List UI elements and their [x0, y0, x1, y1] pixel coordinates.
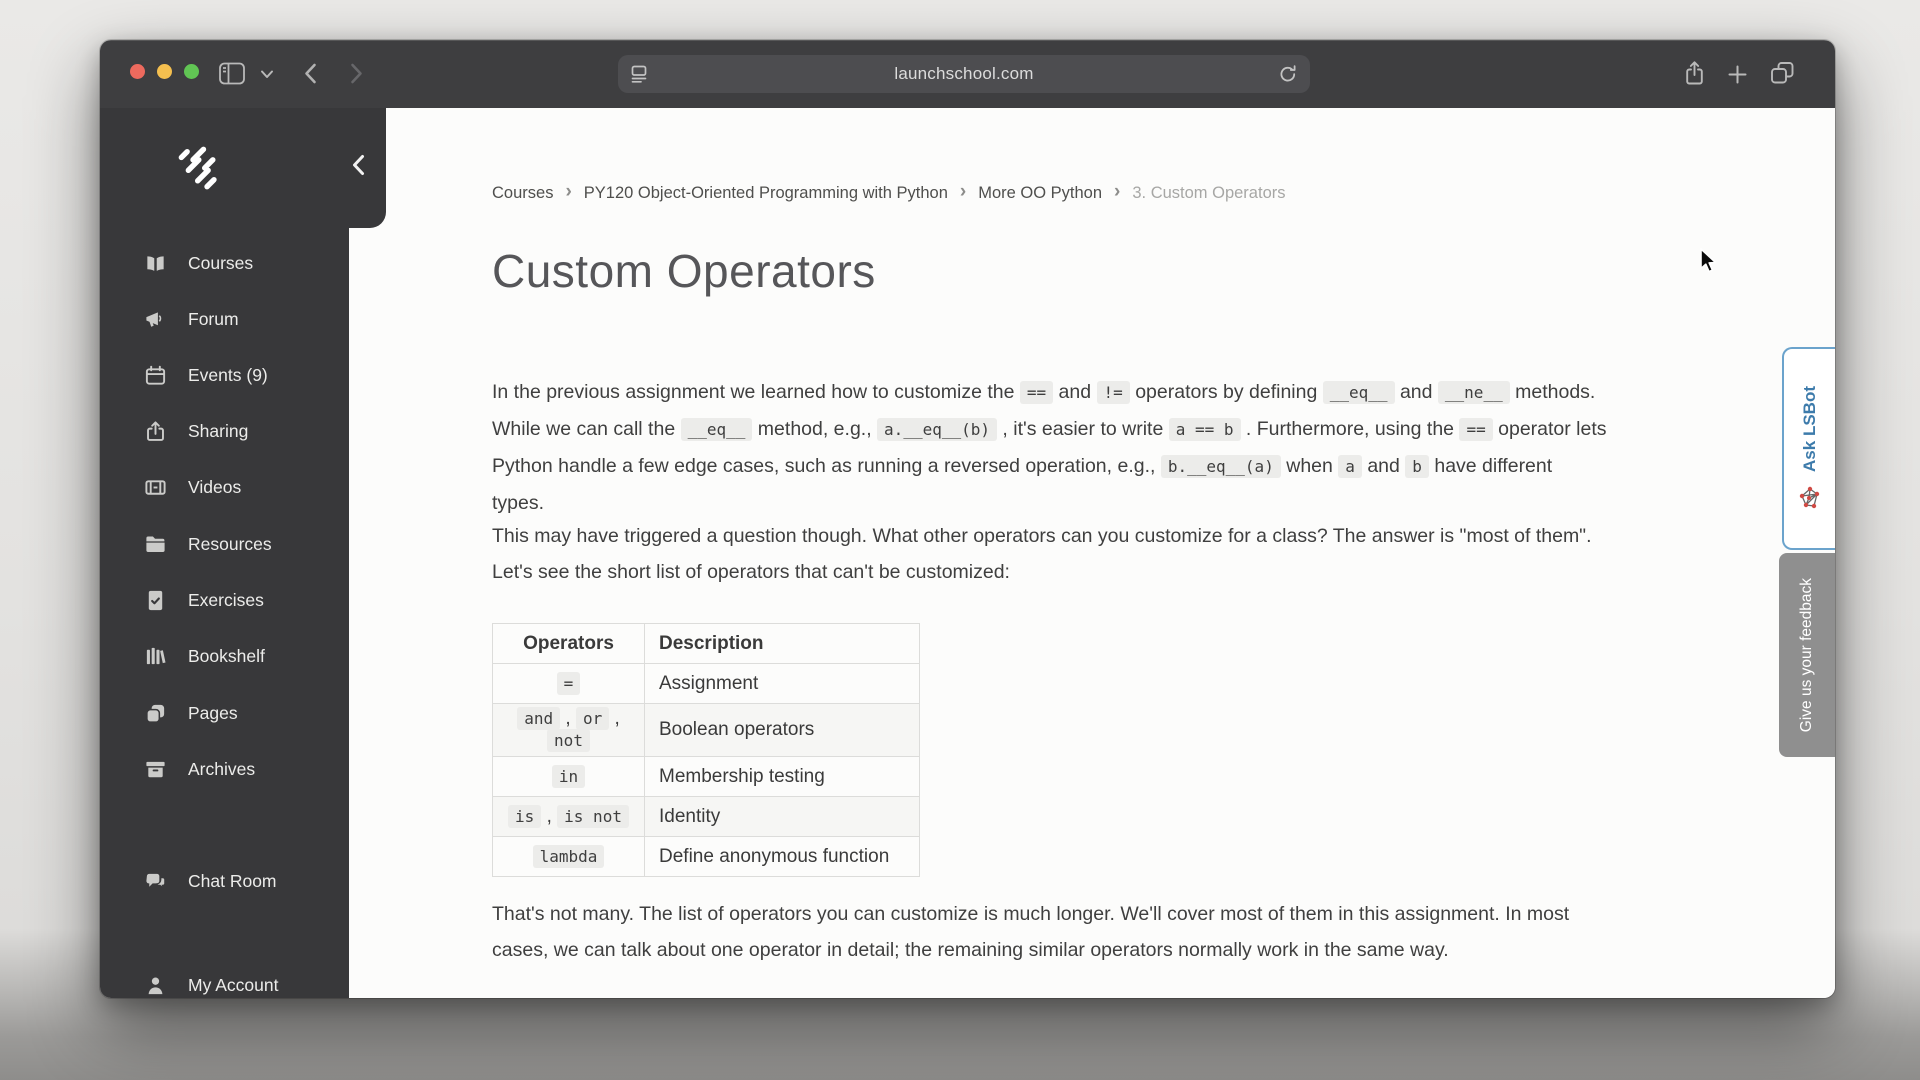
sidebar-item-label: Bookshelf	[188, 645, 265, 666]
inline-code: __ne__	[1438, 381, 1510, 404]
person-icon	[144, 974, 167, 997]
share-box-icon	[144, 420, 167, 443]
operators-cell: and , or , not	[493, 704, 645, 757]
sidebar-item-label: Events (9)	[188, 364, 268, 385]
browser-window	[100, 40, 1835, 998]
inline-code: a == b	[1169, 418, 1241, 441]
sidebar-item-label: Archives	[188, 758, 256, 779]
sidebar-item-chat-room[interactable]	[144, 867, 277, 895]
sidebar-item-label: Forum	[188, 308, 239, 329]
minimize-window-button[interactable]	[157, 64, 172, 79]
page-settings-icon[interactable]	[630, 64, 650, 84]
operators-cell: is , is not	[493, 797, 645, 837]
breadcrumb	[492, 182, 1285, 204]
chevron-right-icon: ›	[1114, 181, 1121, 202]
back-button-icon[interactable]	[304, 63, 317, 84]
inline-code: in	[552, 765, 585, 788]
table-header-description: Description	[645, 624, 920, 664]
sidebar-item-label: Resources	[188, 533, 272, 554]
operators-cell	[493, 757, 645, 797]
breadcrumb-item-current: 3. Custom Operators	[1132, 183, 1286, 202]
operators-table	[492, 623, 920, 877]
tab-group-chevron-icon[interactable]	[260, 70, 274, 79]
ask-lsbot-tab[interactable]	[1782, 347, 1835, 550]
launch-school-logo-icon[interactable]	[172, 140, 228, 196]
inline-code: !=	[1097, 381, 1130, 404]
sidebar-item-courses[interactable]	[144, 249, 253, 277]
sidebar-item-label: My Account	[188, 974, 279, 995]
inline-code: or	[576, 707, 609, 730]
inline-code: =	[557, 672, 581, 695]
sidebar-item-label: Courses	[188, 252, 254, 273]
paragraph-intro: In the previous assignment we learned how to customize the == and != operators by defining __eq__ and __ne__ methods. While we can call the __eq__ method, e.g., a.__eq__(b) , it's easier to write a == b . Furthermore, using the == operator lets Python handle a few edge cases, such as running a reversed operation, e.g., b.__eq__(a) when a and b have different types.	[492, 381, 1607, 514]
inline-code: ==	[1020, 381, 1053, 404]
inline-code: __eq__	[681, 418, 753, 441]
page-content	[349, 108, 1835, 998]
table-row	[493, 704, 920, 757]
sidebar-toggle-icon[interactable]	[218, 61, 246, 86]
sidebar-item-events[interactable]	[144, 361, 268, 389]
inline-code: not	[547, 729, 590, 752]
table-header-operators: Operators	[493, 624, 645, 664]
breadcrumb-item[interactable]: More OO Python	[978, 183, 1103, 202]
inline-code: b.__eq__(a)	[1161, 455, 1281, 478]
operators-cell	[493, 837, 645, 877]
table-row	[493, 837, 920, 877]
lsbot-network-icon	[1797, 485, 1823, 511]
pages-icon	[144, 702, 167, 725]
sidebar-item-label: Chat Room	[188, 870, 277, 891]
close-window-button[interactable]	[130, 64, 145, 79]
page-title: Custom Operators	[492, 245, 876, 297]
description-cell: Boolean operators	[645, 704, 920, 757]
inline-code: __eq__	[1323, 381, 1395, 404]
sidebar-header	[100, 108, 386, 228]
chevron-right-icon: ›	[565, 181, 572, 202]
zoom-window-button[interactable]	[184, 64, 199, 79]
address-bar[interactable]	[618, 55, 1310, 93]
sidebar-item-resources[interactable]	[144, 530, 272, 558]
new-tab-icon[interactable]	[1728, 65, 1747, 84]
inline-code: lambda	[533, 845, 605, 868]
chevron-right-icon: ›	[959, 181, 967, 202]
sidebar-item-my-account[interactable]	[144, 971, 278, 998]
table-row	[493, 797, 920, 837]
sidebar-item-bookshelf[interactable]	[144, 642, 265, 670]
description-cell: Identity	[645, 797, 920, 837]
calendar-icon	[144, 364, 167, 387]
table-row	[493, 664, 920, 704]
description-cell: Define anonymous function	[645, 837, 920, 877]
inline-code: is not	[557, 805, 629, 828]
browser-titlebar	[100, 40, 1835, 108]
inline-code: b	[1405, 455, 1429, 478]
sidebar-item-label: Sharing	[188, 420, 249, 441]
inline-code: a	[1338, 455, 1362, 478]
tab-overview-icon[interactable]	[1770, 61, 1795, 85]
collapse-sidebar-icon[interactable]	[352, 154, 365, 176]
forward-button-icon[interactable]	[350, 63, 363, 84]
chat-icon	[144, 870, 167, 893]
sidebar-item-archives[interactable]	[144, 755, 255, 783]
inline-code: and	[517, 707, 560, 730]
book-icon	[144, 252, 167, 275]
megaphone-icon	[144, 308, 167, 331]
folder-icon	[144, 533, 167, 556]
ask-lsbot-label: Ask LSBot	[1799, 385, 1819, 472]
table-row	[493, 757, 920, 797]
check-doc-icon	[144, 589, 167, 612]
books-icon	[144, 645, 167, 668]
archive-icon	[144, 758, 167, 781]
inline-code: is	[508, 805, 541, 828]
inline-code: ==	[1459, 418, 1492, 441]
sidebar-item-label: Pages	[188, 702, 238, 723]
sidebar-item-forum[interactable]	[144, 305, 239, 333]
paragraph-outro: That's not many. The list of operators you can customize is much longer. We'll cover most of them in this assignment. In most cases, we can talk about one operator in detail; the remaining similar operators normally work in the same way.	[492, 903, 1570, 961]
reload-icon[interactable]	[1278, 64, 1298, 84]
description-cell: Membership testing	[645, 757, 920, 797]
breadcrumb-item[interactable]: PY120 Object-Oriented Programming with Python	[583, 183, 948, 202]
inline-code: a.__eq__(b)	[877, 418, 997, 441]
feedback-label: Give us your feedback	[1798, 577, 1815, 733]
operators-cell	[493, 664, 645, 704]
share-icon[interactable]	[1684, 60, 1705, 86]
sidebar-item-videos[interactable]	[144, 473, 241, 501]
sidebar-item-pages[interactable]	[144, 699, 238, 727]
feedback-tab[interactable]	[1779, 553, 1835, 757]
breadcrumb-item[interactable]: Courses	[492, 183, 554, 202]
description-cell: Assignment	[645, 664, 920, 704]
window-controls	[130, 64, 199, 79]
sidebar-item-exercises[interactable]	[144, 586, 264, 614]
url-text: launchschool.com	[894, 64, 1034, 83]
sidebar-item-label: Exercises	[188, 589, 264, 610]
paragraph-question: This may have triggered a question though. What other operators can you customize for a class? The answer is "most of them". Let's see the short list of operators that can't be customized:	[492, 525, 1592, 583]
film-icon	[144, 476, 167, 499]
sidebar-item-label: Videos	[188, 476, 242, 497]
sidebar-item-sharing[interactable]	[144, 417, 248, 445]
